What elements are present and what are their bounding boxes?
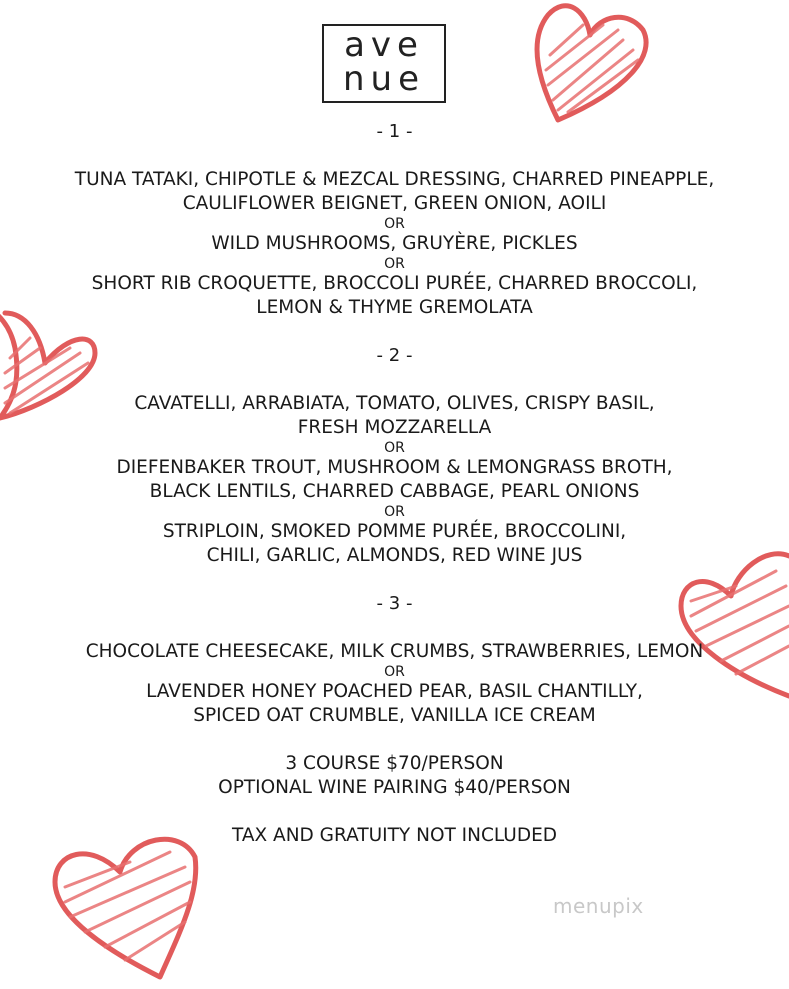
course-1-dish-1-line-1: TUNA TATAKI, CHIPOTLE & MEZCAL DRESSING, CHARRED PINEAPPLE, — [74, 169, 715, 190]
or-separator: OR — [384, 256, 405, 272]
menu-content — [0, 120, 789, 848]
course-1-number: - 1 - — [376, 121, 413, 142]
or-separator: OR — [384, 664, 405, 680]
or-separator: OR — [384, 440, 405, 456]
or-separator: OR — [384, 216, 405, 232]
course-2-dish-3-line-2: CHILI, GARLIC, ALMONDS, RED WINE JUS — [206, 545, 583, 566]
course-2-dish-3-line-1: STRIPLOIN, SMOKED POMME PURÉE, BROCCOLINI, — [162, 521, 627, 542]
restaurant-logo — [322, 24, 446, 103]
heart-icon-top-right — [528, 0, 656, 128]
or-separator: OR — [384, 504, 405, 520]
course-3-number: - 3 - — [376, 593, 413, 614]
course-2-dish-2-line-1: DIEFENBAKER TROUT, MUSHROOM & LEMONGRASS BROTH, — [116, 457, 673, 478]
course-3-dish-1-line-1: CHOCOLATE CHEESECAKE, MILK CRUMBS, STRAWBERRIES, LEMON — [85, 641, 704, 662]
course-2-number: - 2 - — [376, 345, 413, 366]
course-1-dish-2-line-1: WILD MUSHROOMS, GRUYÈRE, PICKLES — [211, 233, 578, 254]
watermark: menupix — [553, 894, 644, 918]
tax-note: TAX AND GRATUITY NOT INCLUDED — [231, 825, 558, 846]
course-2-dish-2-line-2: BLACK LENTILS, CHARRED CABBAGE, PEARL ONIONS — [149, 481, 640, 502]
course-1-dish-3-line-1: SHORT RIB CROQUETTE, BROCCOLI PURÉE, CHARRED BROCCOLI, — [91, 273, 698, 294]
course-2-dish-1-line-2: FRESH MOZZARELLA — [297, 417, 492, 438]
logo-line-2: nue — [342, 59, 425, 99]
course-2-dish-1-line-1: CAVATELLI, ARRABIATA, TOMATO, OLIVES, CRISPY BASIL, — [134, 393, 655, 414]
course-1-dish-3-line-2: LEMON & THYME GREMOLATA — [256, 297, 533, 318]
price-line: 3 COURSE $70/PERSON — [285, 753, 504, 774]
course-1-dish-1-line-2: CAULIFLOWER BEIGNET, GREEN ONION, AOILI — [182, 193, 607, 214]
wine-pairing-line: OPTIONAL WINE PAIRING $40/PERSON — [218, 777, 571, 798]
course-3-dish-2-line-1: LAVENDER HONEY POACHED PEAR, BASIL CHANTILLY, — [146, 681, 643, 702]
course-3-dish-2-line-2: SPICED OAT CRUMBLE, VANILLA ICE CREAM — [193, 705, 596, 726]
logo-line-1: ave — [344, 25, 424, 65]
